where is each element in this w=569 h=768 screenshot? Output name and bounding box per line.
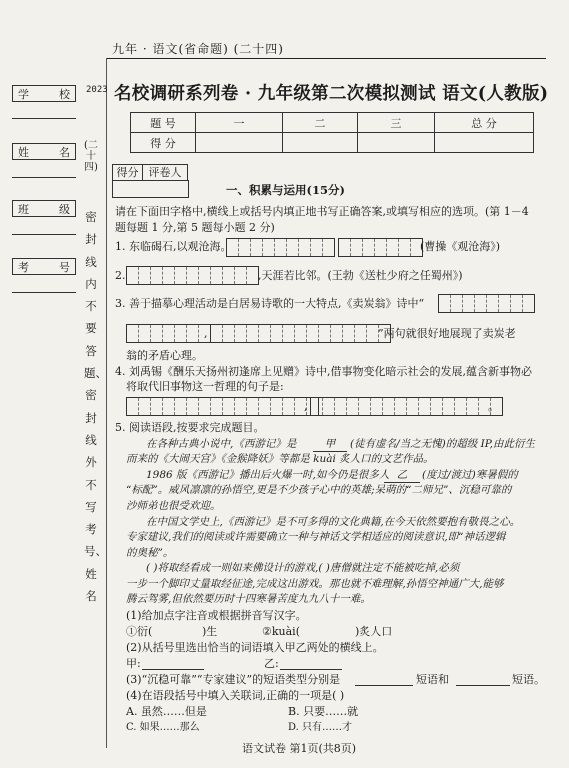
- blank-yi: 乙: [384, 468, 420, 483]
- exam-title: 名校调研系列卷 · 九年级第二次模拟测试 语文(人教版): [114, 84, 549, 104]
- q1-text: 1. 东临碣石,以观沧海。: [115, 240, 232, 253]
- score-table-head: 一: [196, 113, 283, 133]
- score-table-head: 题 号: [131, 113, 196, 133]
- q3-text-1: 3. 善于描摹心理活动是白居易诗歌的一大特点,《卖炭翁》诗中“: [115, 297, 425, 310]
- score-table-head: 二: [283, 113, 358, 133]
- q4-text-2: 将取代旧事物这一哲理的句子是:: [126, 380, 284, 393]
- q4-text-1: 4. 刘禹锡《酬乐天扬州初逢席上见赠》诗中,借事物变化暗示社会的发展,蕴含新事物必: [115, 365, 532, 378]
- subq3-answer-1[interactable]: [355, 685, 413, 686]
- passage-p3-c: 的奥秘”。: [126, 547, 174, 559]
- score-table-head: 三: [358, 113, 435, 133]
- running-header: 九年 · 语文(省命题) (二十四): [112, 42, 284, 56]
- blank-jia: 甲: [313, 437, 347, 452]
- option-a[interactable]: A. 虽然……但是: [126, 705, 207, 718]
- subq2-yi-answer[interactable]: [280, 669, 342, 670]
- score-cell[interactable]: [196, 133, 283, 153]
- class-write-line[interactable]: [12, 234, 76, 235]
- scorer-box: [112, 164, 188, 181]
- scorer-fill-row[interactable]: [112, 180, 189, 198]
- q2-number: 2.: [115, 269, 126, 282]
- subq2-text: (2)从括号里选出恰当的词语填入甲乙两处的横线上。: [126, 641, 384, 654]
- subq3-text-a: (3)“沉稳可靠”“专家建议”的短语类型分别是: [126, 673, 341, 686]
- passage-p2-a: 1986 版《西游记》播出后火爆一时,如今仍是很多人: [146, 469, 390, 481]
- exam-number-label-box: 考 号: [12, 258, 76, 275]
- score-label: 得分: [113, 165, 143, 180]
- q2-source: ,天涯若比邻。(王勃《送杜少府之任蜀州》): [258, 269, 463, 282]
- q2-answer-grid[interactable]: [126, 266, 259, 285]
- q3-answer-grid-1[interactable]: [438, 294, 535, 313]
- subq1-a-answer[interactable]: [160, 636, 196, 637]
- subq3-text-c: 短语。: [512, 673, 545, 686]
- exam-number-write-line[interactable]: [12, 292, 76, 293]
- subq1-text: (1)给加点字注音或根据拼音写汉字。: [126, 609, 307, 622]
- subq4-text: (4)在语段括号中填入关联词,正确的一项是( ): [126, 689, 345, 702]
- volume-vertical: (二十四): [84, 140, 98, 173]
- instructions-line2: 题每题 1 分,第 5 题每小题 2 分): [115, 221, 275, 234]
- score-cell[interactable]: [283, 133, 358, 153]
- school-write-line[interactable]: [12, 118, 76, 119]
- q3-text-3: 翁的矛盾心理。: [126, 349, 203, 362]
- option-d[interactable]: D. 只有……才: [288, 722, 353, 733]
- subq1-b-close: )炙人口: [355, 625, 393, 638]
- passage-p2-c: “标配”。威风凛凛的孙悟空,更是不少孩子心中的英雄;呆萌的“二师兄”、沉稳可靠的: [126, 484, 512, 496]
- subq2-jia-answer[interactable]: [142, 669, 204, 670]
- subq3-answer-2[interactable]: [456, 685, 510, 686]
- subq1-a-open: ①衍(: [126, 625, 153, 638]
- q4-answer-grid-2[interactable]: [310, 397, 503, 416]
- passage-p2-d: 沙师弟也很受欢迎。: [126, 500, 221, 512]
- score-cell[interactable]: [435, 133, 534, 153]
- subq2-jia: 甲:: [126, 657, 141, 670]
- year-vertical: 2023: [86, 85, 108, 95]
- name-label-box: 姓 名: [12, 143, 76, 160]
- score-table-head: 总 分: [435, 113, 534, 133]
- grader-label: 评卷人: [148, 166, 182, 179]
- passage-p4-b: 一步一个脚印丈量取经征途,完成这出游戏。那也就不难理解,孙悟空神通广大,能够: [126, 578, 504, 590]
- passage-p4-a: ( )将取经看成一则如来佛设计的游戏,( )唐僧就注定不能被吃掉,必须: [146, 562, 460, 574]
- q4-answer-grid-1[interactable]: [126, 397, 319, 416]
- option-c[interactable]: C. 如果……那么: [126, 722, 200, 733]
- score-row-label: 得 分: [131, 133, 196, 153]
- subq1-a-close: )生: [202, 625, 218, 638]
- score-cell[interactable]: [358, 133, 435, 153]
- passage-p3-b: 专家建议,我们的阅读或许需要确立一种与神话文学相适应的阅读意识,即“神话逻辑: [126, 531, 506, 543]
- name-write-line[interactable]: [12, 177, 76, 178]
- seal-line: [106, 58, 107, 748]
- seal-instruction: 密封线内不要答题、密封线外不写考号、姓名: [84, 210, 107, 604]
- passage-p4-c: 腾云驾雾,但依然要历时十四寒暑苦度九九八十一难。: [126, 593, 371, 605]
- subq1-b-open: ②kuài(: [262, 625, 300, 638]
- page-footer: 语文试卷 第1页(共8页): [242, 742, 357, 755]
- school-label-box: 学 校: [12, 85, 76, 102]
- score-table: [130, 112, 534, 153]
- q1-answer-grid-2[interactable]: [338, 238, 423, 257]
- q1-answer-grid-1[interactable]: [226, 238, 335, 257]
- subq2-yi: 乙:: [264, 657, 279, 670]
- q3-answer-grid-2[interactable]: [126, 324, 211, 343]
- passage-p1-a: 在各种古典小说中,《西游记》是: [146, 438, 297, 450]
- header-rule: [106, 58, 546, 59]
- q3-answer-grid-3[interactable]: [210, 324, 391, 343]
- subq3-text-b: 短语和: [416, 673, 449, 686]
- class-label-box: 班 级: [12, 200, 76, 217]
- instructions-line1: 请在下面田字格中,横线上或括号内填正地书写正确答案,或填写相应的选项。(第 1－4: [115, 205, 529, 218]
- passage-p3-a: 在中国文学史上,《西游记》是不可多得的文化典籍,在今天依然要抱有敬畏之心。: [146, 516, 521, 528]
- passage-p1-c: 而来的《大闹天宫》《金猴降妖》等都是 kuài 炙人口的文艺作品。: [126, 453, 434, 465]
- section1-heading: 一、积累与运用(15分): [226, 183, 345, 197]
- option-b[interactable]: B. 只要……就: [288, 705, 359, 718]
- passage-p1-b: (徒有虚名/当之无愧)的超级 IP,由此衍生: [350, 438, 535, 450]
- q5-title: 5. 阅读语段,按要求完成题目。: [115, 421, 265, 434]
- q1-source: (曹操《观沧海》): [420, 240, 501, 253]
- passage-p2-b: (度过/渡过)寒暑假的: [422, 469, 518, 481]
- q3-text-2: ”两句就很好地展现了卖炭老: [378, 327, 516, 340]
